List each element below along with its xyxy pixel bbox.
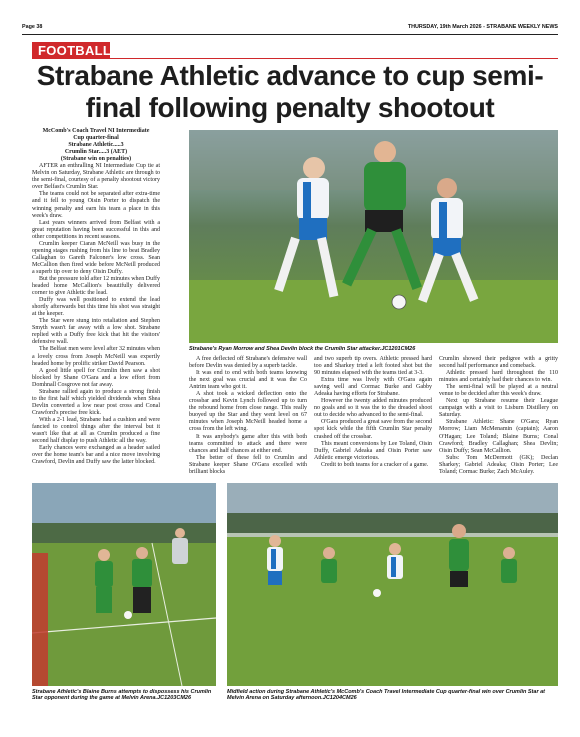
article-column-2 bbox=[189, 356, 307, 474]
article-paragraph: It was end to end with both teams knowing the next goal was crucial and it was the Co Antrim team who got it. bbox=[189, 370, 307, 391]
football-ball bbox=[392, 295, 406, 309]
bottom-right-caption: Midfield action during Strabane Athletic's McComb's Coach Travel Intermediate Cup quarter-final win over Crumlin Star at Melvin Arena on Saturday afternoon.JC1204CM26 bbox=[227, 689, 546, 702]
section-label: FOOTBALL bbox=[32, 42, 110, 59]
date-line: THURSDAY, 19th March 2026 - STRABANE WEEKLY NEWS bbox=[407, 24, 558, 30]
article-paragraph: Early chances were exchanged as a header sailed over the home team's bar and a nice move involving Crawford, Devlin and Duffy saw the latter blocked. bbox=[32, 445, 160, 466]
article-paragraph: Last years winners arrived from Belfast with a great reputation having been successful in this and other competitions in recent seasons. bbox=[32, 219, 160, 240]
headline: Strabane Athletic advance to cup semi-final following penalty shootout bbox=[36, 60, 544, 123]
section-rule bbox=[110, 58, 558, 59]
article-paragraph: Strabane rallied again to produce a strong finish to the first half which yielded dividends when Shea Devlin converted a low near post cross and Conal Crawford's precise free kick. bbox=[32, 388, 160, 416]
article-paragraph: Athletic pressed hard throughout the 110 minutes and certainly had their chances to win. bbox=[439, 370, 558, 384]
article-paragraph: AFTER an enthralling NI Intermediate Cup tie at Melvin on Saturday, Strabane Athletic are through to the semi-final, courtesy of a penalty shootout victory over Belfast's Crumlin Star. bbox=[32, 163, 160, 191]
match-header-line: Strabane Athletic.....3 bbox=[68, 142, 124, 149]
bottom-right-photo-image bbox=[227, 483, 558, 686]
article-paragraph: Duffy was well positioned to extend the lead shortly afterwards but this time his shot was straight at the keeper. bbox=[32, 297, 160, 318]
match-header-line: Crumlin Star.....3 (AET) bbox=[64, 149, 128, 156]
player-blue-br-1 bbox=[267, 535, 283, 585]
article-paragraph: Crumlin keeper Ciaran McNeill was busy in the opening stages rushing from his line to beat Bradley Callaghan to Gareth Falconer's low cross. Sean McCallion then fired wide before McNeill produced a superb tip over to deny Oisin Duffy. bbox=[32, 240, 160, 275]
article-paragraph: However the twenty added minutes produced no goals and so it was the to the dreaded shoot out to decide who advanced to the semi-final. bbox=[314, 398, 432, 419]
article-paragraph: Crumlin showed their pedigree with a gritty second half performance and comeback. bbox=[439, 356, 558, 370]
article-paragraph: Extra time was lively with O'Gara again saving well and Cormac Burke and Gabby Adeaka having efforts for Strabane. bbox=[314, 377, 432, 398]
football-ball-br bbox=[373, 589, 381, 597]
article-paragraph: Next up Strabane resume their League campaign with a visit to Lisburn Distillery on Saturday. bbox=[439, 398, 558, 419]
article-paragraph: The semi-final will be played at a neutral venue to be decided after this week's draw. bbox=[439, 384, 558, 398]
article-paragraph: Credit to both teams for a cracker of a game. bbox=[321, 461, 429, 468]
article-paragraph: But the pressure told after 12 minutes when Duffy headed home McCallion's beautifully delivered corner to give Athletic the lead. bbox=[32, 275, 160, 297]
article-paragraph: Strabane Athletic: Shane O'Gara; Ryan Morrow; Liam McMenamin (captain); Aaron O'Hagan; Lee Toland; Blaine Burns; Conal Crawford; Bradley Callaghan; Shea Devlin; Oisin Duffy; Sean McCallion. bbox=[439, 419, 558, 454]
article-paragraph: A free deflected off Strabane's defensive wall before Devlin was denied by a superb tackle. bbox=[189, 356, 307, 370]
article-paragraph: This meant conversions by Lee Toland, Oisin Duffy, Gabriel Adeaka and Oisin Porter saw Athletic emerge victorious. bbox=[314, 440, 432, 461]
article-paragraph: The better of these fell to Crumlin and Strabane keeper Shane O'Gara excelled with brilliant blocks bbox=[189, 454, 307, 475]
article-paragraph: A good little spell for Crumlin then saw a shot blocked by Shane O'Gara and a low effort from Domhnall Cosgrove not far away. bbox=[32, 367, 160, 388]
article-paragraph: Subs: Tom McDermott (GK); Declan Sharkey; Gabriel Adeaka; Oisin Porter; Lee Toland; Cormac Burke; Zach McAuley. bbox=[439, 454, 558, 475]
main-photo-caption: Strabane's Ryan Morrow and Shea Devlin block the Crumlin Star attacker.JC1201CM26 bbox=[189, 346, 416, 352]
article-paragraph: With a 2-1 lead, Strabane had a cushion and were fancied to control things after the interval but it wasn't like that at all as Crumlin produced a fine second half display to push Athletic all the way. bbox=[32, 416, 160, 445]
bottom-left-caption: Strabane Athletic's Blaine Burns attempts to dispossess his Crumlin Star opponent during the game at Melvin Arena.JC1203CM26 bbox=[32, 689, 212, 702]
player-green-br-3 bbox=[501, 547, 517, 583]
bottom-left-photo-image bbox=[32, 483, 216, 686]
article-paragraph: The teams could not be separated after extra-time and it fell to young Oisin Porter to dispatch the winning penalty and earn his team a place in this week's draw. bbox=[32, 191, 160, 219]
bottom-left-photo bbox=[32, 483, 216, 686]
match-header-line: Cup quarter-final bbox=[73, 135, 119, 142]
football-ball-bl bbox=[124, 611, 132, 619]
bottom-right-photo bbox=[227, 483, 558, 686]
main-match-photo bbox=[189, 130, 558, 343]
article-paragraph: The Star were stung into retaliation and Stephen Smyth wasn't far away with a low shot. Strabane replied with a Duffy free kick that hit the visitors' defensive wall. bbox=[32, 318, 160, 346]
article-paragraph: O'Gara produced a great save from the second spot kick while the fifth Crumlin Star penalty crashed off the crossbar. bbox=[314, 419, 432, 440]
masthead-rule bbox=[22, 34, 558, 35]
article-paragraph: It was anybody's game after this with both teams committed to attack and there were chances and half chances at either end. bbox=[189, 433, 307, 454]
main-photo-image bbox=[189, 130, 558, 343]
match-header-line: McComb's Coach Travel NI Intermediate bbox=[42, 128, 150, 134]
article-paragraph: and two superb tip overs. Athletic pressed hard too and Sharkey tried a left footed shot but the 90 minutes elapsed with the teams tied at 3-3. bbox=[314, 356, 432, 377]
match-header-line: (Strabane win on penalties) bbox=[60, 156, 132, 163]
article-column-3 bbox=[314, 356, 432, 474]
article-column-1 bbox=[32, 128, 160, 474]
player-green-br-1 bbox=[321, 547, 337, 583]
article-paragraph: A shot took a wicked deflection onto the crossbar and Kevin Lynch followed up to turn the rebound home from close range. This really buoyed up the Star and they went level on 67 minutes when Joseph McNeill headed home a cross from the left wing. bbox=[189, 391, 307, 433]
article-paragraph: The Belfast men were level after 32 minutes when a lovely cross from Joseph McNeill was expertly headed home by prolific striker David Pearson. bbox=[32, 346, 160, 367]
page-number: Page 38 bbox=[22, 24, 43, 30]
player-blue-br-2 bbox=[387, 543, 403, 579]
article-column-4 bbox=[439, 356, 558, 474]
